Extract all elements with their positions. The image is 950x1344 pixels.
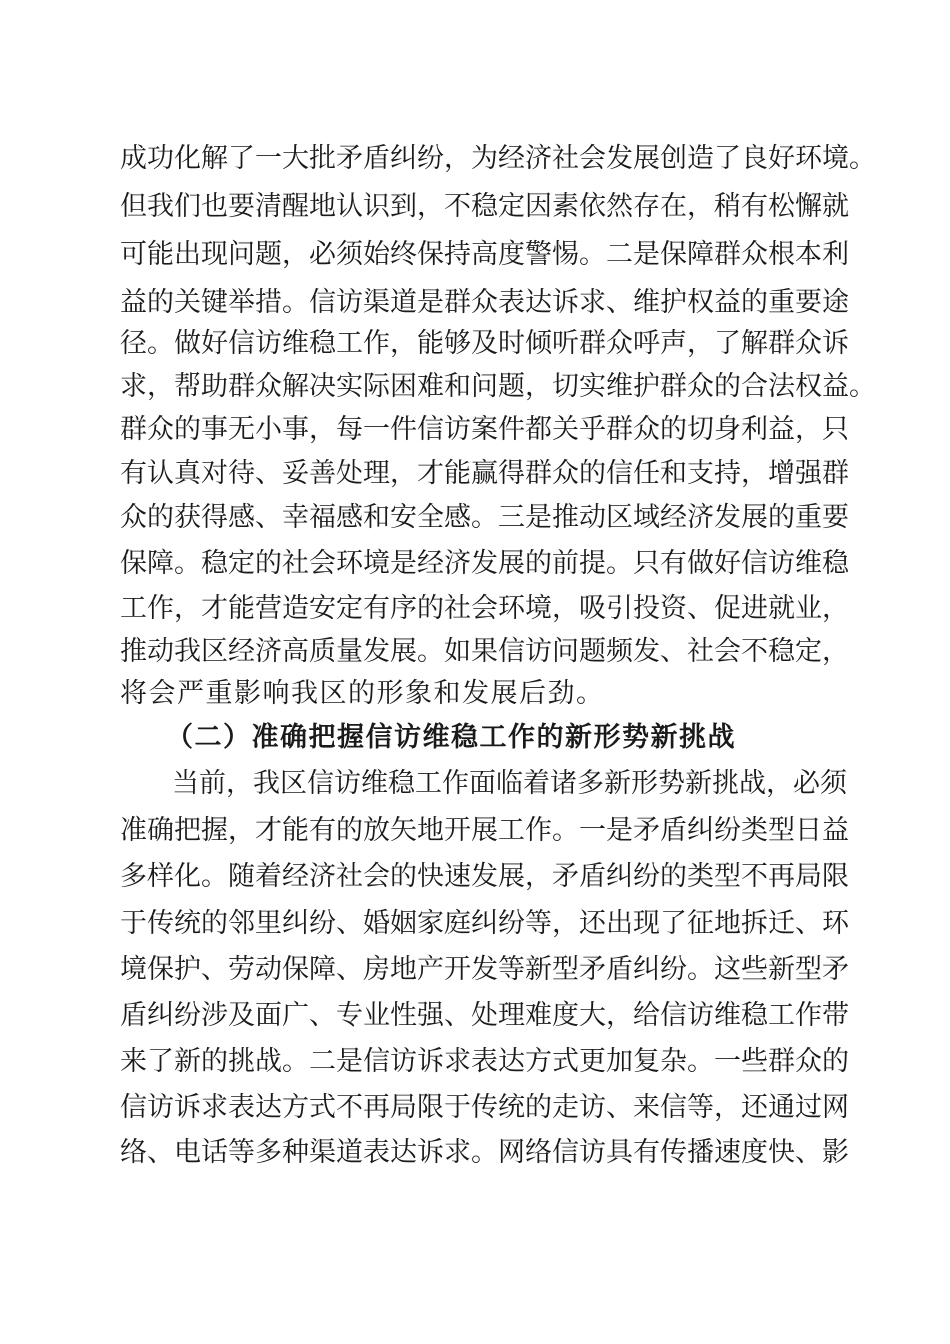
- text-line: 众的获得感、幸福感和安全感。三是推动区域经济发展的重要: [120, 502, 849, 533]
- paragraph-first-line: 当前，我区信访维稳工作面临着诸多新形势新挑战，必须: [172, 768, 847, 799]
- text-line: 来了新的挑战。二是信访诉求表达方式更加复杂。一些群众的: [120, 1046, 849, 1077]
- text-line: 有认真对待、妥善处理，才能赢得群众的信任和支持，增强群: [120, 458, 849, 489]
- text-line: 益的关键举措。信访渠道是群众表达诉求、维护权益的重要途: [120, 287, 849, 318]
- text-line: 将会严重影响我区的形象和发展后劲。: [120, 678, 605, 709]
- text-line: 径。做好信访维稳工作，能够及时倾听群众呼声，了解群众诉: [120, 328, 849, 359]
- text-line: 可能出现问题，必须始终保持高度警惕。二是保障群众根本利: [120, 239, 849, 270]
- text-line: 盾纠纷涉及面广、专业性强、处理难度大，给信访维稳工作带: [120, 1000, 849, 1031]
- text-line: 求，帮助群众解决实际困难和问题，切实维护群众的合法权益。: [120, 371, 876, 402]
- section-heading: （二）准确把握信访维稳工作的新形势新挑战: [166, 722, 736, 753]
- text-line: 境保护、劳动保障、房地产开发等新型矛盾纠纷。这些新型矛: [120, 954, 849, 985]
- text-line: 群众的事无小事，每一件信访案件都关乎群众的切身利益，只: [120, 414, 849, 445]
- text-line: 推动我区经济高质量发展。如果信访问题频发、社会不稳定，: [120, 636, 849, 667]
- text-line: 多样化。随着经济社会的快速发展，矛盾纠纷的类型不再局限: [120, 861, 849, 892]
- text-line: 络、电话等多种渠道表达诉求。网络信访具有传播速度快、影: [120, 1137, 849, 1168]
- text-line: 成功化解了一大批矛盾纠纷，为经济社会发展创造了良好环境。: [120, 143, 876, 174]
- text-line: 于传统的邻里纠纷、婚姻家庭纠纷等，还出现了征地拆迁、环: [120, 908, 849, 939]
- text-line: 准确把握，才能有的放矢地开展工作。一是矛盾纠纷类型日益: [120, 815, 849, 846]
- text-line: 保障。稳定的社会环境是经济发展的前提。只有做好信访维稳: [120, 548, 849, 579]
- text-line: 但我们也要清醒地认识到，不稳定因素依然存在，稍有松懈就: [120, 191, 849, 222]
- text-line: 工作，才能营造安定有序的社会环境，吸引投资、促进就业，: [120, 593, 849, 624]
- text-line: 信访诉求表达方式不再局限于传统的走访、来信等，还通过网: [120, 1092, 849, 1123]
